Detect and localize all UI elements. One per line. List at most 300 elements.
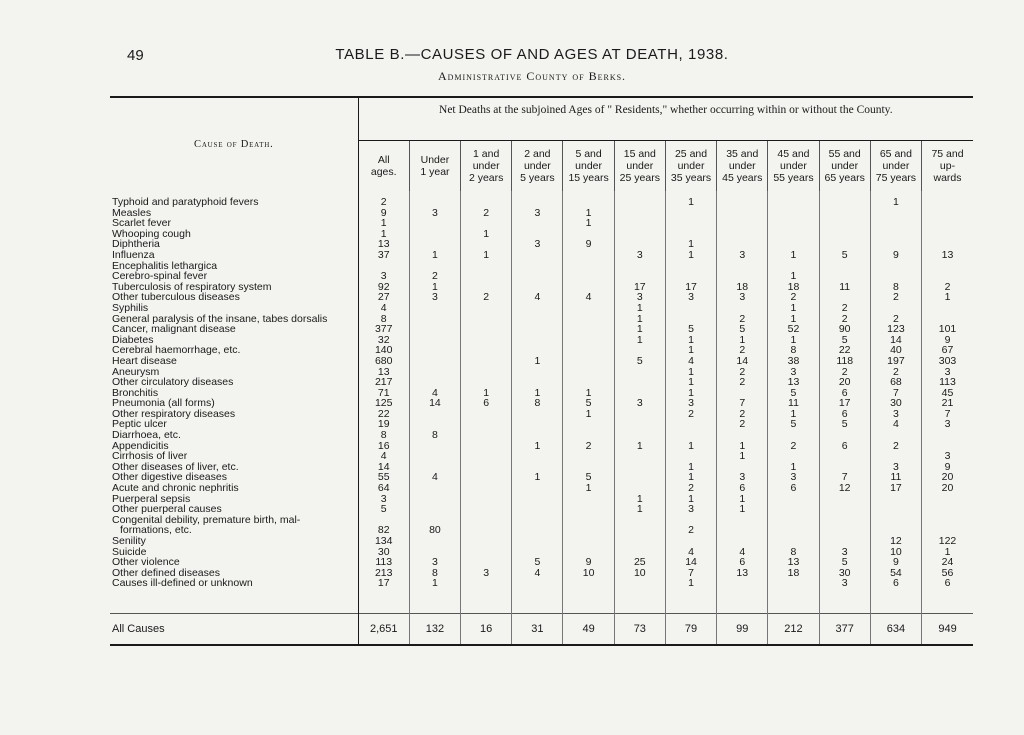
cause-cell: Other circulatory diseases bbox=[110, 377, 358, 388]
value-cell: 6 bbox=[922, 578, 973, 589]
value-cell: 82 bbox=[377, 524, 390, 537]
value-cell: 12 bbox=[819, 483, 870, 494]
value-cell: 19 bbox=[377, 418, 390, 431]
value-cell: 3 bbox=[819, 578, 870, 589]
value-cell bbox=[461, 303, 512, 314]
value-cell bbox=[614, 409, 665, 420]
value-cell: 7 bbox=[665, 568, 716, 579]
value-cell: 1 bbox=[665, 239, 716, 250]
cause-cell: Bronchitis bbox=[110, 388, 358, 399]
cause-cell: Aneurysm bbox=[110, 367, 358, 378]
value-cell: 14 bbox=[665, 557, 716, 568]
cause-column-header: Cause of Death. bbox=[110, 97, 358, 191]
cause-cell: formations, etc. bbox=[110, 525, 358, 536]
value-cell: 3 bbox=[717, 292, 768, 303]
value-cell: 71 bbox=[377, 386, 390, 399]
value-cell bbox=[512, 218, 563, 229]
value-cell bbox=[665, 208, 716, 219]
value-cell bbox=[922, 208, 973, 219]
value-cell bbox=[614, 536, 665, 547]
value-cell: 17 bbox=[819, 398, 870, 409]
value-cell: 3 bbox=[665, 398, 716, 409]
age-column-header bbox=[870, 141, 921, 192]
value-cell: 13 bbox=[377, 365, 390, 378]
value-cell: 4 bbox=[512, 292, 563, 303]
cause-cell: Other digestive diseases bbox=[110, 472, 358, 483]
value-cell bbox=[819, 536, 870, 547]
cause-cell: Scarlet fever bbox=[110, 218, 358, 229]
value-cell: 3 bbox=[614, 250, 665, 261]
value-cell: 17 bbox=[870, 483, 921, 494]
value-cell: 2 bbox=[819, 367, 870, 378]
value-cell: 13 bbox=[717, 568, 768, 579]
table-row bbox=[110, 303, 973, 314]
value-cell: 1 bbox=[717, 504, 768, 515]
value-cell: 3 bbox=[717, 472, 768, 483]
table-row bbox=[110, 250, 973, 261]
value-cell: 1 bbox=[665, 197, 716, 208]
table-row bbox=[110, 282, 973, 293]
value-cell: 1 bbox=[717, 494, 768, 505]
value-cell bbox=[717, 578, 768, 589]
age-header-line: 45 years bbox=[722, 172, 763, 184]
value-cell: 197 bbox=[870, 356, 921, 367]
value-cell: 1 bbox=[614, 314, 665, 325]
value-cell: 377 bbox=[374, 323, 393, 336]
value-cell bbox=[614, 261, 665, 272]
value-cell bbox=[717, 218, 768, 229]
value-cell: 13 bbox=[922, 250, 973, 261]
value-cell: 4 bbox=[563, 292, 614, 303]
value-cell bbox=[409, 197, 460, 208]
value-cell bbox=[614, 525, 665, 536]
age-header-line: wards bbox=[933, 172, 962, 184]
value-cell bbox=[717, 525, 768, 536]
value-cell bbox=[512, 515, 563, 526]
cause-cell: Appendicitis bbox=[110, 441, 358, 452]
cause-cell: Influenza bbox=[110, 250, 358, 261]
value-cell: 68 bbox=[870, 377, 921, 388]
value-cell bbox=[665, 419, 716, 430]
table-row bbox=[110, 451, 973, 462]
value-cell: 4 bbox=[870, 419, 921, 430]
value-cell: 37 bbox=[377, 248, 390, 261]
value-cell: 3 bbox=[409, 292, 460, 303]
age-header-line: 5 and bbox=[575, 148, 602, 160]
value-cell: 4 bbox=[665, 356, 716, 367]
value-cell bbox=[563, 261, 614, 272]
value-cell: 1 bbox=[512, 356, 563, 367]
value-cell: 1 bbox=[512, 441, 563, 452]
value-cell: 5 bbox=[563, 398, 614, 409]
value-cell: 5 bbox=[665, 324, 716, 335]
value-cell bbox=[870, 229, 921, 240]
value-cell: 20 bbox=[819, 377, 870, 388]
value-cell: 2,651 bbox=[358, 613, 409, 645]
age-header-line: 55 and bbox=[828, 148, 861, 160]
value-cell: 303 bbox=[922, 356, 973, 367]
cause-cell: Cerebral haemorrhage, etc. bbox=[110, 345, 358, 356]
value-cell: 79 bbox=[665, 613, 716, 645]
value-cell bbox=[461, 547, 512, 558]
value-cell bbox=[768, 218, 819, 229]
value-cell: 8 bbox=[768, 547, 819, 558]
value-cell bbox=[922, 197, 973, 208]
value-cell: 1 bbox=[461, 388, 512, 399]
value-cell: 13 bbox=[768, 557, 819, 568]
value-cell: 5 bbox=[563, 472, 614, 483]
value-cell: 11 bbox=[870, 472, 921, 483]
value-cell: 80 bbox=[409, 525, 460, 536]
value-cell bbox=[819, 494, 870, 505]
age-header-line: ages. bbox=[370, 166, 397, 178]
value-cell bbox=[614, 462, 665, 473]
value-cell bbox=[717, 303, 768, 314]
value-cell: 6 bbox=[819, 409, 870, 420]
value-cell bbox=[461, 314, 512, 325]
value-cell: 5 bbox=[819, 335, 870, 346]
value-cell: 6 bbox=[717, 557, 768, 568]
value-cell: 217 bbox=[374, 376, 393, 389]
value-cell: 3 bbox=[768, 472, 819, 483]
value-cell: 4 bbox=[380, 301, 387, 314]
value-cell bbox=[870, 504, 921, 515]
value-cell: 38 bbox=[768, 356, 819, 367]
age-column-header bbox=[768, 141, 819, 192]
value-cell: 22 bbox=[377, 407, 390, 420]
value-cell: 12 bbox=[870, 536, 921, 547]
value-cell: 10 bbox=[870, 547, 921, 558]
value-cell: 1 bbox=[717, 441, 768, 452]
value-cell: 1 bbox=[870, 197, 921, 208]
value-cell: 1 bbox=[768, 335, 819, 346]
value-cell bbox=[512, 367, 563, 378]
age-header-line: Under bbox=[420, 154, 450, 166]
cause-cell: Other violence bbox=[110, 557, 358, 568]
value-cell bbox=[512, 303, 563, 314]
value-cell bbox=[512, 494, 563, 505]
value-cell: 1 bbox=[380, 217, 387, 230]
value-cell bbox=[614, 472, 665, 483]
value-cell: 2 bbox=[819, 314, 870, 325]
value-cell: 3 bbox=[665, 504, 716, 515]
age-header-line: 35 and bbox=[726, 148, 759, 160]
age-header-line: 65 years bbox=[824, 172, 865, 184]
value-cell bbox=[461, 441, 512, 452]
cause-cell: Tuberculosis of respiratory system bbox=[110, 282, 358, 293]
value-cell: 5 bbox=[380, 503, 387, 516]
value-cell: 2 bbox=[717, 367, 768, 378]
value-cell bbox=[563, 324, 614, 335]
value-cell: 90 bbox=[819, 324, 870, 335]
value-cell: 3 bbox=[870, 409, 921, 420]
value-cell: 1 bbox=[614, 335, 665, 346]
cause-cell: Suicide bbox=[110, 547, 358, 558]
value-cell: 1 bbox=[922, 547, 973, 558]
value-cell bbox=[870, 208, 921, 219]
value-cell: 2 bbox=[665, 409, 716, 420]
value-cell: 99 bbox=[717, 613, 768, 645]
value-cell: 1 bbox=[409, 282, 460, 293]
value-cell bbox=[768, 578, 819, 589]
value-cell: 3 bbox=[717, 250, 768, 261]
value-cell: 132 bbox=[409, 613, 460, 645]
value-cell: 31 bbox=[512, 613, 563, 645]
value-cell bbox=[922, 515, 973, 526]
value-cell: 8 bbox=[380, 312, 387, 325]
value-cell: 55 bbox=[377, 471, 390, 484]
value-cell: 56 bbox=[922, 568, 973, 579]
value-cell bbox=[819, 525, 870, 536]
value-cell: 2 bbox=[380, 196, 387, 208]
value-cell bbox=[768, 494, 819, 505]
value-cell bbox=[409, 494, 460, 505]
value-cell: 2 bbox=[717, 377, 768, 388]
value-cell bbox=[461, 261, 512, 272]
value-cell: 5 bbox=[614, 356, 665, 367]
cause-cell: Diabetes bbox=[110, 335, 358, 346]
value-cell bbox=[461, 462, 512, 473]
value-cell: 30 bbox=[870, 398, 921, 409]
value-cell: 20 bbox=[922, 483, 973, 494]
value-cell: 5 bbox=[768, 388, 819, 399]
value-cell: 7 bbox=[870, 388, 921, 399]
deaths-table bbox=[110, 96, 973, 646]
value-cell: 134 bbox=[374, 535, 393, 547]
value-cell bbox=[409, 314, 460, 325]
value-cell: 118 bbox=[819, 356, 870, 367]
table-body bbox=[110, 191, 973, 645]
value-cell: 17 bbox=[665, 282, 716, 293]
value-cell: 6 bbox=[717, 483, 768, 494]
value-cell: 2 bbox=[768, 441, 819, 452]
value-cell: 2 bbox=[870, 367, 921, 378]
value-cell bbox=[819, 451, 870, 462]
value-cell bbox=[819, 229, 870, 240]
value-cell bbox=[563, 345, 614, 356]
cause-cell: Cirrhosis of liver bbox=[110, 451, 358, 462]
value-cell: 3 bbox=[409, 208, 460, 219]
table-row bbox=[110, 218, 973, 229]
value-cell bbox=[922, 430, 973, 441]
cause-cell: Diarrhoea, etc. bbox=[110, 430, 358, 441]
table-row bbox=[110, 504, 973, 515]
value-cell bbox=[870, 218, 921, 229]
table-row bbox=[110, 441, 973, 452]
value-cell: 11 bbox=[819, 282, 870, 293]
value-cell bbox=[461, 367, 512, 378]
value-cell: 3 bbox=[380, 492, 387, 505]
value-cell: 1 bbox=[665, 472, 716, 483]
value-cell bbox=[614, 515, 665, 526]
age-column-header bbox=[717, 141, 768, 192]
value-cell: 8 bbox=[512, 398, 563, 409]
table-row bbox=[110, 536, 973, 547]
value-cell bbox=[563, 578, 614, 589]
value-cell: 3 bbox=[819, 547, 870, 558]
value-cell: 123 bbox=[870, 324, 921, 335]
value-cell: 3 bbox=[461, 568, 512, 579]
value-cell bbox=[409, 483, 460, 494]
age-column-header bbox=[512, 141, 563, 192]
value-cell: 9 bbox=[380, 206, 387, 219]
value-cell: 5 bbox=[512, 557, 563, 568]
value-cell bbox=[461, 515, 512, 526]
value-cell: 22 bbox=[819, 345, 870, 356]
value-cell: 2 bbox=[563, 441, 614, 452]
cause-cell: Other tuberculous diseases bbox=[110, 292, 358, 303]
age-header-line: under bbox=[523, 160, 551, 172]
value-cell: 1 bbox=[665, 345, 716, 356]
value-cell: 949 bbox=[922, 613, 973, 645]
value-cell: 14 bbox=[409, 398, 460, 409]
value-cell bbox=[461, 335, 512, 346]
value-cell: 2 bbox=[819, 303, 870, 314]
value-cell bbox=[461, 197, 512, 208]
value-cell: 9 bbox=[870, 250, 921, 261]
value-cell: 1 bbox=[563, 409, 614, 420]
cause-cell: Other diseases of liver, etc. bbox=[110, 462, 358, 473]
age-header-line: 2 years bbox=[468, 172, 504, 184]
age-column-header bbox=[461, 141, 512, 192]
value-cell: 1 bbox=[614, 494, 665, 505]
value-cell: 3 bbox=[870, 462, 921, 473]
value-cell: 1 bbox=[665, 462, 716, 473]
value-cell bbox=[512, 324, 563, 335]
cause-cell: Heart disease bbox=[110, 356, 358, 367]
value-cell: 64 bbox=[377, 482, 390, 495]
value-cell bbox=[409, 335, 460, 346]
value-cell: 3 bbox=[614, 292, 665, 303]
cause-cell: Encephalitis lethargica bbox=[110, 261, 358, 272]
value-cell: 4 bbox=[665, 547, 716, 558]
value-cell bbox=[614, 218, 665, 229]
value-cell bbox=[614, 451, 665, 462]
table-row bbox=[110, 525, 973, 536]
age-header-line: 75 years bbox=[875, 172, 917, 184]
value-cell: 1 bbox=[768, 462, 819, 473]
value-cell: 1 bbox=[461, 229, 512, 240]
value-cell bbox=[461, 494, 512, 505]
value-cell bbox=[717, 229, 768, 240]
value-cell: 8 bbox=[409, 568, 460, 579]
value-cell bbox=[512, 451, 563, 462]
value-cell: 10 bbox=[563, 568, 614, 579]
cause-cell: Peptic ulcer bbox=[110, 419, 358, 430]
value-cell: 40 bbox=[870, 345, 921, 356]
cause-cell: All Causes bbox=[110, 613, 358, 645]
value-cell: 1 bbox=[563, 208, 614, 219]
value-cell bbox=[870, 261, 921, 272]
value-cell: 1 bbox=[563, 388, 614, 399]
value-cell bbox=[461, 483, 512, 494]
age-column-header bbox=[922, 141, 973, 192]
value-cell: 2 bbox=[665, 483, 716, 494]
table-row bbox=[110, 419, 973, 430]
value-cell: 1 bbox=[665, 388, 716, 399]
value-cell bbox=[409, 441, 460, 452]
value-cell: 5 bbox=[768, 419, 819, 430]
value-cell: 7 bbox=[819, 472, 870, 483]
cause-cell: Measles bbox=[110, 208, 358, 219]
value-cell: 1 bbox=[768, 314, 819, 325]
value-cell: 680 bbox=[374, 354, 393, 367]
value-cell bbox=[563, 303, 614, 314]
value-cell: 2 bbox=[461, 208, 512, 219]
value-cell: 1 bbox=[665, 578, 716, 589]
value-cell: 24 bbox=[922, 557, 973, 568]
value-cell bbox=[819, 208, 870, 219]
value-cell: 2 bbox=[717, 409, 768, 420]
table-row bbox=[110, 208, 973, 219]
age-header-line: 5 years bbox=[520, 172, 555, 184]
age-header-line: under bbox=[780, 160, 807, 172]
value-cell: 1 bbox=[614, 324, 665, 335]
value-cell bbox=[819, 261, 870, 272]
value-cell bbox=[563, 367, 614, 378]
value-cell bbox=[614, 419, 665, 430]
cause-cell: Other puerperal causes bbox=[110, 504, 358, 515]
value-cell bbox=[461, 504, 512, 515]
table-row bbox=[110, 197, 973, 208]
table-row bbox=[110, 356, 973, 367]
value-cell: 2 bbox=[409, 271, 460, 282]
value-cell: 1 bbox=[563, 218, 614, 229]
value-cell: 17 bbox=[377, 577, 390, 590]
value-cell: 21 bbox=[922, 398, 973, 409]
value-cell: 1 bbox=[563, 483, 614, 494]
age-header-line: 25 years bbox=[619, 172, 660, 184]
value-cell: 52 bbox=[768, 324, 819, 335]
value-cell: 2 bbox=[461, 292, 512, 303]
value-cell: 11 bbox=[768, 398, 819, 409]
value-cell bbox=[768, 208, 819, 219]
value-cell: 49 bbox=[563, 613, 614, 645]
value-cell: 1 bbox=[768, 271, 819, 282]
value-cell bbox=[563, 515, 614, 526]
ages-span-header: Net Deaths at the subjoined Ages of " Residents," whether occurring within or without the County. bbox=[358, 97, 973, 141]
cause-cell: Typhoid and paratyphoid fevers bbox=[110, 197, 358, 208]
table-row bbox=[110, 578, 973, 589]
value-cell bbox=[409, 356, 460, 367]
table-row bbox=[110, 261, 973, 272]
value-cell: 6 bbox=[461, 398, 512, 409]
value-cell: 18 bbox=[768, 282, 819, 293]
table-row bbox=[110, 515, 973, 526]
value-cell bbox=[922, 229, 973, 240]
value-cell bbox=[461, 345, 512, 356]
value-cell bbox=[717, 208, 768, 219]
value-cell bbox=[461, 419, 512, 430]
value-cell: 16 bbox=[461, 613, 512, 645]
value-cell bbox=[717, 261, 768, 272]
value-cell: 1 bbox=[512, 472, 563, 483]
value-cell: 1 bbox=[614, 504, 665, 515]
value-cell bbox=[512, 483, 563, 494]
age-header-line: under bbox=[728, 160, 756, 172]
value-cell: 54 bbox=[870, 568, 921, 579]
value-cell: 140 bbox=[374, 344, 393, 357]
deaths-table-container bbox=[110, 96, 973, 646]
age-header-line: up- bbox=[939, 160, 956, 172]
value-cell bbox=[665, 218, 716, 229]
value-cell: 7 bbox=[922, 409, 973, 420]
value-cell bbox=[563, 356, 614, 367]
value-cell bbox=[461, 271, 512, 282]
value-cell: 213 bbox=[374, 566, 393, 579]
value-cell: 1 bbox=[665, 335, 716, 346]
value-cell: 125 bbox=[374, 397, 393, 410]
